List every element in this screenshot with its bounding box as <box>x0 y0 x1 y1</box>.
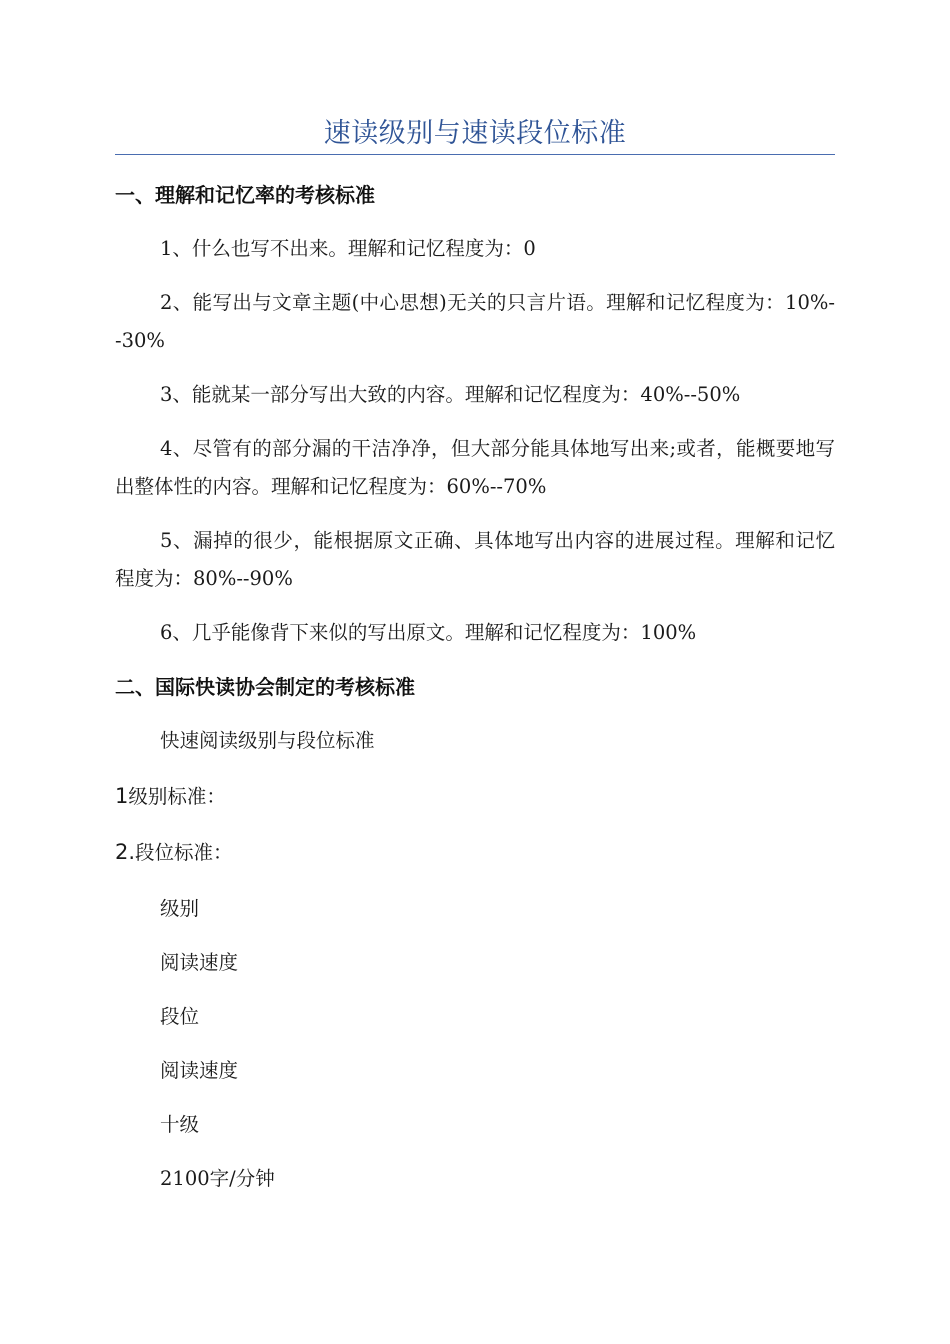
level-standard-number: 1 <box>115 784 129 808</box>
table-cell-speed-2100: 2100字/分钟 <box>160 1167 275 1190</box>
rank-standard-label <box>115 837 233 868</box>
rank-standard-number: 2. <box>115 840 136 864</box>
criteria-item-6: 6、几乎能像背下来似的写出原文。理解和记忆程度为：100% <box>160 621 697 644</box>
section-heading-2: 二、国际快读协会制定的考核标准 <box>115 675 415 699</box>
section-subtitle: 快速阅读级别与段位标准 <box>160 729 375 752</box>
table-cell-reading-speed: 阅读速度 <box>160 951 239 974</box>
table-cell-level-ten: 十级 <box>160 1113 200 1136</box>
criteria-item-1: 1、什么也写不出来。理解和记忆程度为：0 <box>160 237 536 260</box>
level-standard-text: 级别标准： <box>128 785 226 808</box>
criteria-item-2: 2、能写出与文章主题(中心思想)无关的只言片语。理解和记忆程度为：10%--30% <box>115 291 835 352</box>
criteria-item-4: 4、尽管有的部分漏的干洁净净，但大部分能具体地写出来;或者，能概要地写出整体性的内容。理解和记忆程度为：60%--70% <box>115 437 835 498</box>
section-heading-1: 一、理解和记忆率的考核标准 <box>115 183 375 207</box>
criteria-item-3: 3、能就某一部分写出大致的内容。理解和记忆程度为：40%--50% <box>160 383 741 406</box>
title-underline <box>115 154 835 155</box>
document-title: 速读级别与速读段位标准 <box>323 118 627 149</box>
criteria-item-5: 5、漏掉的很少，能根据原文正确、具体地写出内容的进展过程。理解和记忆程度为：80%--90% <box>115 529 835 590</box>
table-cell-rank: 段位 <box>160 1005 200 1028</box>
rank-standard-text: 段位标准： <box>135 841 233 864</box>
table-cell-reading-speed-2: 阅读速度 <box>160 1059 239 1082</box>
table-cell-level: 级别 <box>160 897 200 920</box>
level-standard-label <box>115 781 226 812</box>
